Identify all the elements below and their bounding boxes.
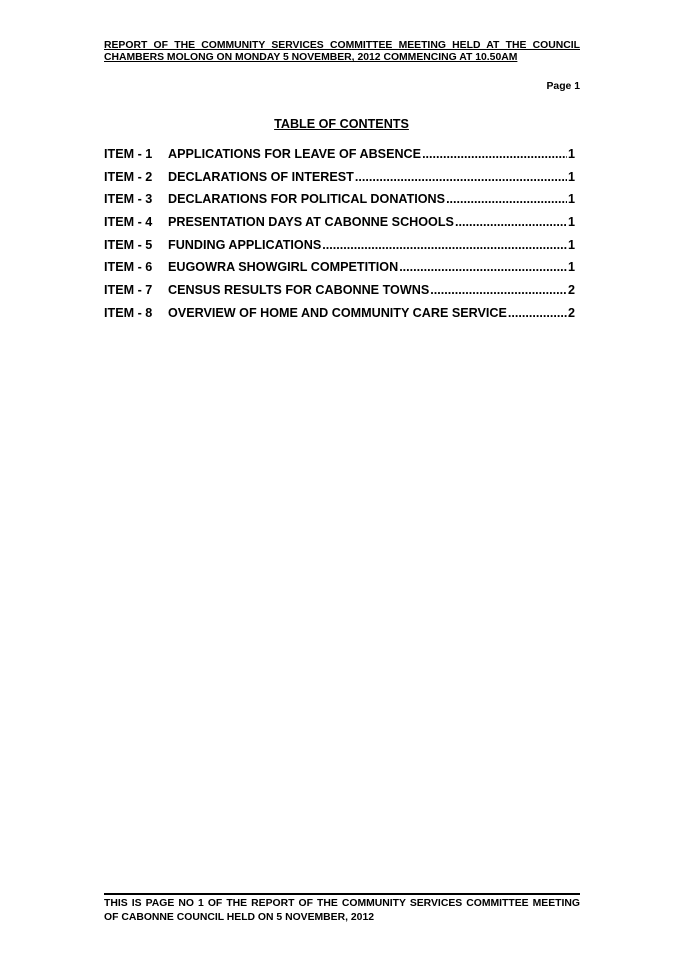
toc-item-page: 1 — [567, 237, 575, 252]
toc-item-number: ITEM - 6 — [104, 260, 153, 275]
toc-item-number: ITEM - 7 — [104, 283, 153, 298]
toc-title: TABLE OF CONTENTS — [274, 117, 409, 131]
toc-item-page: 1 — [567, 192, 575, 207]
toc-item-number: ITEM - 8 — [104, 305, 153, 320]
toc-item-page: 1 — [567, 169, 575, 184]
toc-item-number: ITEM - 5 — [104, 237, 153, 252]
toc-entry[interactable] — [104, 147, 575, 170]
toc-item-title: CENSUS RESULTS FOR CABONNE TOWNS — [168, 283, 430, 298]
toc-dot-leader — [422, 147, 567, 161]
toc-dot-leader — [322, 238, 567, 252]
toc-dot-leader — [355, 170, 567, 184]
toc-item-number: ITEM - 3 — [104, 192, 153, 207]
toc-item-number: ITEM - 2 — [104, 169, 153, 184]
toc-entry[interactable] — [104, 170, 575, 193]
toc-entry[interactable] — [104, 283, 575, 306]
toc-item-title: DECLARATIONS FOR POLITICAL DONATIONS — [168, 192, 446, 207]
toc-entry[interactable] — [104, 260, 575, 283]
toc-item-page: 2 — [567, 305, 575, 320]
toc-dot-leader — [399, 260, 567, 274]
page-number: Page 1 — [546, 81, 580, 92]
toc-item-number: ITEM - 4 — [104, 215, 153, 230]
report-header: REPORT OF THE COMMUNITY SERVICES COMMITTEE MEETING HELD AT THE COUNCIL CHAMBERS MOLONG ON MONDAY 5 NOVEMBER, 2012 COMMENCING AT 10.50AM — [104, 40, 580, 64]
toc-dot-leader — [446, 192, 567, 206]
toc-item-number: ITEM - 1 — [104, 147, 153, 161]
toc-dot-leader — [455, 215, 567, 229]
page-footer: THIS IS PAGE NO 1 OF THE REPORT OF THE COMMUNITY SERVICES COMMITTEE MEETING OF CABONNE COUNCIL HELD ON 5 NOVEMBER, 2012 — [104, 898, 580, 923]
toc-item-title: FUNDING APPLICATIONS — [168, 237, 322, 252]
toc-item-page: 1 — [567, 260, 575, 275]
toc-list — [104, 147, 575, 329]
toc-item-title: DECLARATIONS OF INTEREST — [168, 169, 354, 184]
toc-item-page: 1 — [567, 147, 575, 161]
toc-item-page: 1 — [567, 215, 575, 230]
toc-item-title: APPLICATIONS FOR LEAVE OF ABSENCE — [168, 147, 422, 161]
footer-divider — [104, 893, 580, 895]
toc-entry[interactable] — [104, 306, 575, 329]
toc-dot-leader — [430, 283, 567, 297]
toc-item-title: OVERVIEW OF HOME AND COMMUNITY CARE SERVICE — [168, 305, 507, 320]
toc-item-page: 2 — [567, 283, 575, 298]
toc-entry[interactable] — [104, 192, 575, 215]
toc-dot-leader — [508, 306, 567, 320]
toc-item-title: EUGOWRA SHOWGIRL COMPETITION — [168, 260, 399, 275]
toc-item-title: PRESENTATION DAYS AT CABONNE SCHOOLS — [168, 215, 454, 230]
toc-entry[interactable] — [104, 238, 575, 261]
toc-entry[interactable] — [104, 215, 575, 238]
